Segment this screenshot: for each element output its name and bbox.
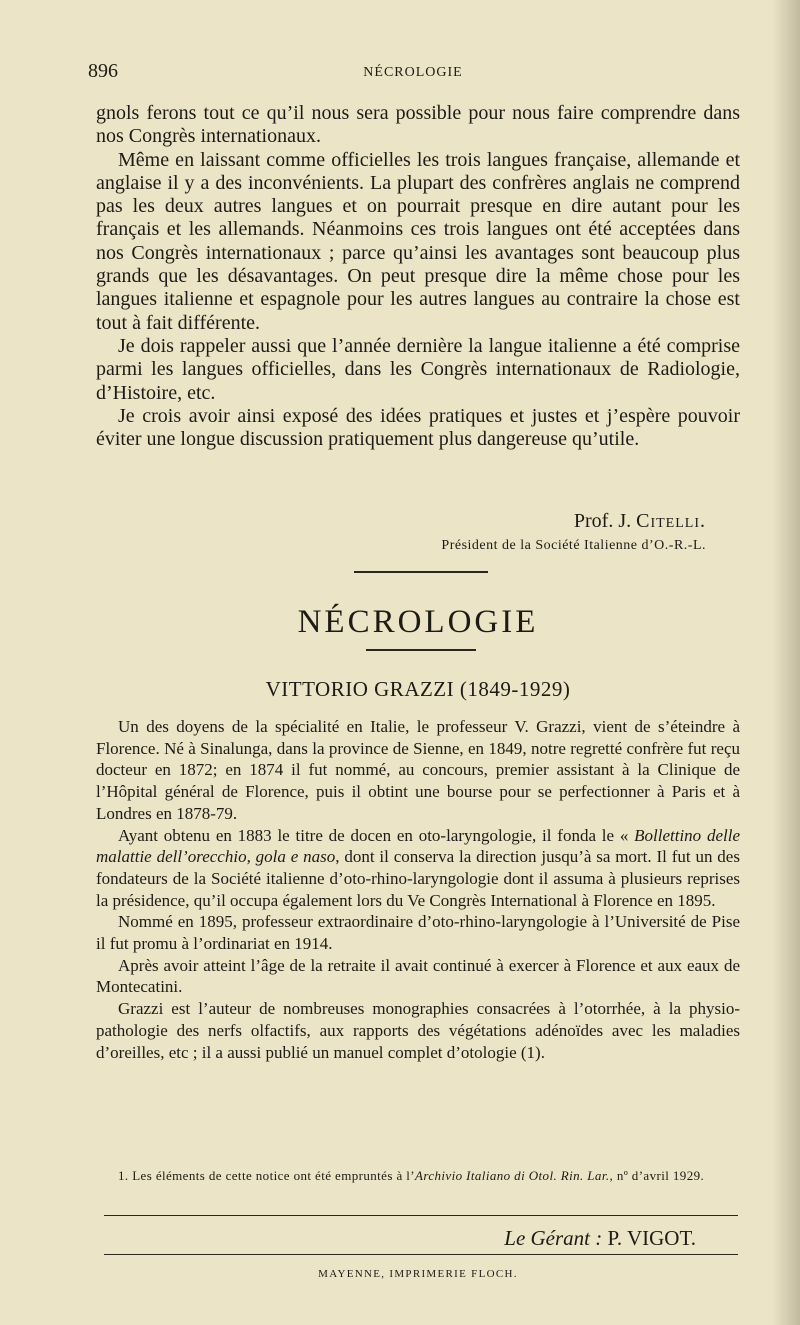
journal-title: Bollettino delle malattie dell’orecchio, gola e naso xyxy=(96,825,740,867)
section-title-underline xyxy=(366,649,476,651)
gerant-line xyxy=(96,1226,696,1251)
obituary-paragraph xyxy=(96,825,740,912)
obituary-text: , dont il conserva la direction jusqu’à sa mort. Il fut un des fondateurs de la Société italienne d’oto-rhino-laryngologie dont il assuma à plusieurs reprises la présidence, qu’il occupa également lors du Ve Congrès International à Florence en 1895. xyxy=(96,847,740,910)
footnote-after: , nº d’avril 1929. xyxy=(609,1168,705,1183)
obituary-paragraph: Après avoir atteint l’âge de la retraite il avait continué à exercer à Florence et aux eaux de Montecatini. xyxy=(96,955,740,997)
page-number: 896 xyxy=(88,60,118,82)
page-header xyxy=(88,60,738,86)
footer-rule-top xyxy=(104,1215,738,1216)
separator-rule xyxy=(354,571,488,573)
signature-prefix: Prof. J. xyxy=(573,510,632,532)
signature xyxy=(96,510,706,533)
obituary-body xyxy=(96,716,740,1063)
section-title: NÉCROLOGIE xyxy=(297,604,539,640)
footnote xyxy=(96,1166,740,1185)
obituary-paragraph: Grazzi est l’auteur de nombreuses monographies consacrées à l’otorrhée, à la physio-pathologie des nerfs olfactifs, aux rapports des végétations adénoïdes avec les maladies d’oreilles, etc ; il a aussi publié un manuel complet d’otologie (1). xyxy=(96,999,740,1062)
obituary-paragraph: Un des doyens de la spécialité en Italie, le professeur V. Grazzi, vient de s’éteindre à Florence. Né à Sinalunga, dans la province de Sienne, en 1849, notre regretté confrère fut reçu docteur en 1872; en 1874 il fut nommé, au concours, premier assistant à la Clinique de l’Hôpital général de Florence, puis il obtint une bourse pour se perfectionner à Paris et à Londres en 1878-79. xyxy=(96,717,740,823)
footnote-before: 1. Les éléments de cette notice ont été empruntés à l’ xyxy=(118,1168,416,1183)
gerant-label: Le Gérant : xyxy=(504,1226,603,1250)
letter-paragraph: Je crois avoir ainsi exposé des idées pratiques et justes et j’espère pouvoir éviter une longue discussion pratiquement plus dangereuse qu’utile. xyxy=(96,404,740,451)
letter-paragraph: gnols ferons tout ce qu’il nous sera possible pour nous faire comprendre dans nos Congrès internationaux. xyxy=(96,102,740,148)
obituary-title: VITTORIO GRAZZI (1849-1929) xyxy=(265,677,571,701)
signature-name: Citelli. xyxy=(636,510,706,532)
printer-imprint: MAYENNE, IMPRIMERIE FLOCH. xyxy=(318,1268,518,1280)
footnote-text xyxy=(96,1166,740,1185)
signature-title: Président de la Société Italienne d’O.-R.-L. xyxy=(441,538,706,553)
footnote-source: Archivio Italiano di Otol. Rin. Lar. xyxy=(415,1168,610,1183)
obituary-paragraph: Nommé en 1895, professeur extraordinaire d’oto-rhino-laryngologie à l’Université de Pise il fut promu à l’ordinariat en 1914. xyxy=(96,912,740,954)
page-edge-shadow xyxy=(772,0,800,1325)
letter-paragraph: Même en laissant comme officielles les trois langues française, allemande et anglaise il y a des inconvénients. La plupart des confrères anglais ne comprend pas les deux autres langues et on pourrait presque en dire autant pour les français et les allemands. Néanmoins ces trois langues ont été acceptées dans nos Congrès internationaux ; parce qu’ainsi les avantages sont beaucoup plus grands que les désavantages. On peut presque dire la même chose pour les langues italienne et espagnole pour les autres langues au contraire la chose est tout à fait différente. xyxy=(96,148,740,334)
obituary-text: Ayant obtenu en 1883 le titre de docen en oto-laryngologie, il fonda le « xyxy=(118,825,635,845)
gerant-name: P. VIGOT. xyxy=(607,1226,696,1250)
footer-rule-bottom xyxy=(104,1254,738,1255)
running-title: NÉCROLOGIE xyxy=(363,65,463,80)
letter-paragraph: Je dois rappeler aussi que l’année dernière la langue italienne a été comprise parmi les langues officielles, dans les Congrès internationaux de Radiologie, d’Histoire, etc. xyxy=(96,334,740,404)
letter-body xyxy=(96,102,740,451)
